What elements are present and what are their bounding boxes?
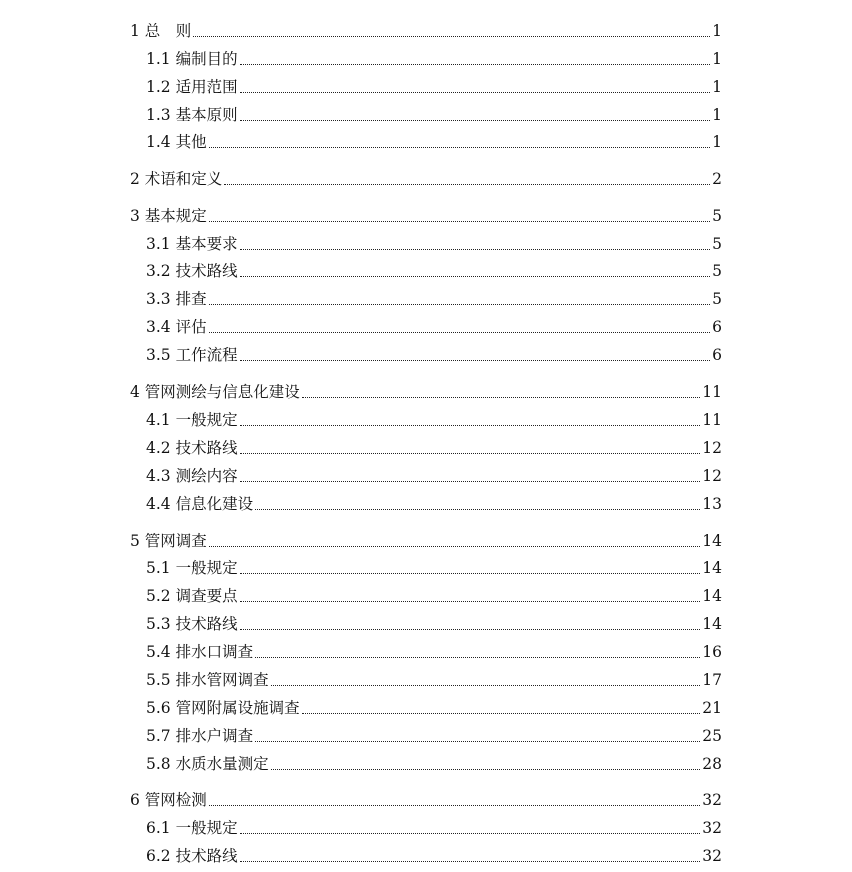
toc-page-number: 11 bbox=[702, 383, 722, 401]
dot-leader bbox=[209, 221, 710, 222]
toc-page-number: 5 bbox=[712, 290, 722, 308]
dot-leader bbox=[302, 397, 700, 398]
toc-entry-title: 4.2 技术路线 bbox=[146, 439, 238, 457]
toc-entry-title: 5.2 调查要点 bbox=[146, 587, 238, 605]
toc-entry-title: 6 管网检测 bbox=[130, 791, 207, 809]
toc-entry-title: 4.3 测绘内容 bbox=[146, 467, 238, 485]
toc-page-number: 32 bbox=[702, 847, 722, 865]
toc-page-number: 6 bbox=[712, 346, 722, 364]
toc-page-number: 32 bbox=[702, 791, 722, 809]
toc-section-entry[interactable] bbox=[146, 669, 722, 691]
toc-page-number: 5 bbox=[712, 207, 722, 225]
toc-section-entry[interactable] bbox=[146, 104, 722, 126]
toc-chapter-entry[interactable] bbox=[130, 168, 722, 190]
toc-entry-title: 5.5 排水管网调查 bbox=[146, 671, 269, 689]
toc-entry-title: 6.2 技术路线 bbox=[146, 847, 238, 865]
toc-chapter-entry[interactable] bbox=[130, 20, 722, 42]
dot-leader bbox=[240, 453, 701, 454]
dot-leader bbox=[240, 601, 701, 602]
dot-leader bbox=[255, 657, 700, 658]
toc-entry-title: 5.6 管网附属设施调查 bbox=[146, 699, 300, 717]
dot-leader bbox=[302, 713, 701, 714]
toc-section-entry[interactable] bbox=[146, 233, 722, 255]
toc-entry-title: 5.3 技术路线 bbox=[146, 615, 238, 633]
toc-page-number: 17 bbox=[702, 671, 722, 689]
dot-leader bbox=[240, 629, 701, 630]
dot-leader bbox=[271, 685, 701, 686]
dot-leader bbox=[255, 509, 700, 510]
toc-entry-title: 5 管网调查 bbox=[130, 532, 207, 550]
dot-leader bbox=[240, 573, 701, 574]
toc-page-number: 21 bbox=[702, 699, 722, 717]
toc-section-entry[interactable] bbox=[146, 288, 722, 310]
toc-section-entry[interactable] bbox=[146, 260, 722, 282]
toc-page-number: 2 bbox=[712, 170, 722, 188]
toc-entry-title: 5.8 水质水量测定 bbox=[146, 755, 269, 773]
toc-page-number: 13 bbox=[702, 495, 722, 513]
toc-entry-title: 4 管网测绘与信息化建设 bbox=[130, 383, 300, 401]
toc-section-entry[interactable] bbox=[146, 753, 722, 775]
toc-entry-title: 3.2 技术路线 bbox=[146, 262, 238, 280]
dot-leader bbox=[240, 92, 711, 93]
toc-entry-title: 1.4 其他 bbox=[146, 133, 207, 151]
dot-leader bbox=[240, 276, 711, 277]
toc-page-number: 25 bbox=[702, 727, 722, 745]
toc-page-number: 12 bbox=[702, 467, 722, 485]
toc-section-entry[interactable] bbox=[146, 613, 722, 635]
toc-page-number: 14 bbox=[702, 615, 722, 633]
toc-page-number: 14 bbox=[702, 532, 722, 550]
toc-section-entry[interactable] bbox=[146, 817, 722, 839]
dot-leader bbox=[209, 332, 711, 333]
toc-section-entry[interactable] bbox=[146, 697, 722, 719]
toc-entry-title: 1.1 编制目的 bbox=[146, 50, 238, 68]
dot-leader bbox=[240, 833, 701, 834]
toc-entry-title: 3.1 基本要求 bbox=[146, 235, 238, 253]
toc-entry-title: 5.1 一般规定 bbox=[146, 559, 238, 577]
toc-section-entry[interactable] bbox=[146, 641, 722, 663]
toc-page-number: 28 bbox=[702, 755, 722, 773]
toc-section-entry[interactable] bbox=[146, 344, 722, 366]
dot-leader bbox=[224, 184, 710, 185]
toc-page-number: 32 bbox=[702, 819, 722, 837]
toc-page-number: 11 bbox=[702, 411, 722, 429]
toc-section-entry[interactable] bbox=[146, 76, 722, 98]
toc-entry-title: 4.1 一般规定 bbox=[146, 411, 238, 429]
toc-entry-title: 5.7 排水户调查 bbox=[146, 727, 254, 745]
toc-section-entry[interactable] bbox=[146, 465, 722, 487]
toc-entry-title: 5.4 排水口调查 bbox=[146, 643, 254, 661]
toc-section-entry[interactable] bbox=[146, 557, 722, 579]
toc-chapter-entry[interactable] bbox=[130, 530, 722, 552]
toc-page-number: 16 bbox=[702, 643, 722, 661]
dot-leader bbox=[271, 769, 701, 770]
toc-section-entry[interactable] bbox=[146, 409, 722, 431]
toc-chapter-entry[interactable] bbox=[130, 789, 722, 811]
dot-leader bbox=[240, 481, 701, 482]
toc-page-number: 12 bbox=[702, 439, 722, 457]
toc-page-number: 1 bbox=[712, 50, 722, 68]
toc-entry-title: 6.1 一般规定 bbox=[146, 819, 238, 837]
dot-leader bbox=[240, 64, 711, 65]
dot-leader bbox=[255, 741, 700, 742]
toc-page-number: 1 bbox=[712, 78, 722, 96]
toc-section-entry[interactable] bbox=[146, 725, 722, 747]
toc-section-entry[interactable] bbox=[146, 493, 722, 515]
toc-entry-title: 1.2 适用范围 bbox=[146, 78, 238, 96]
dot-leader bbox=[240, 120, 711, 121]
toc-chapter-entry[interactable] bbox=[130, 381, 722, 403]
dot-leader bbox=[193, 36, 710, 37]
toc-section-entry[interactable] bbox=[146, 437, 722, 459]
toc-entry-title: 3 基本规定 bbox=[130, 207, 207, 225]
dot-leader bbox=[240, 425, 701, 426]
toc-entry-title: 4.4 信息化建设 bbox=[146, 495, 254, 513]
toc-chapter-entry[interactable] bbox=[130, 205, 722, 227]
toc-page-number: 5 bbox=[712, 262, 722, 280]
toc-page-number: 14 bbox=[702, 559, 722, 577]
dot-leader bbox=[209, 546, 700, 547]
toc-entry-title: 1.3 基本原则 bbox=[146, 106, 238, 124]
toc-section-entry[interactable] bbox=[146, 585, 722, 607]
toc-page-number: 1 bbox=[712, 22, 722, 40]
toc-section-entry[interactable] bbox=[146, 316, 722, 338]
dot-leader bbox=[209, 147, 711, 148]
toc-page-number: 1 bbox=[712, 133, 722, 151]
toc-entry-title: 3.5 工作流程 bbox=[146, 346, 238, 364]
dot-leader bbox=[240, 249, 711, 250]
toc-section-entry[interactable] bbox=[146, 131, 722, 153]
dot-leader bbox=[209, 304, 711, 305]
toc-section-entry[interactable] bbox=[146, 845, 722, 867]
toc-entry-title: 2 术语和定义 bbox=[130, 170, 223, 188]
toc-page-number: 5 bbox=[712, 235, 722, 253]
dot-leader bbox=[240, 360, 711, 361]
toc-page-number: 14 bbox=[702, 587, 722, 605]
toc-entry-title: 3.4 评估 bbox=[146, 318, 207, 336]
dot-leader bbox=[240, 861, 701, 862]
toc-entry-title: 3.3 排查 bbox=[146, 290, 207, 308]
toc-page-number: 1 bbox=[712, 106, 722, 124]
dot-leader bbox=[209, 805, 700, 806]
toc-page-number: 6 bbox=[712, 318, 722, 336]
toc-entry-title: 1 总 则 bbox=[130, 22, 192, 40]
toc-section-entry[interactable] bbox=[146, 48, 722, 70]
